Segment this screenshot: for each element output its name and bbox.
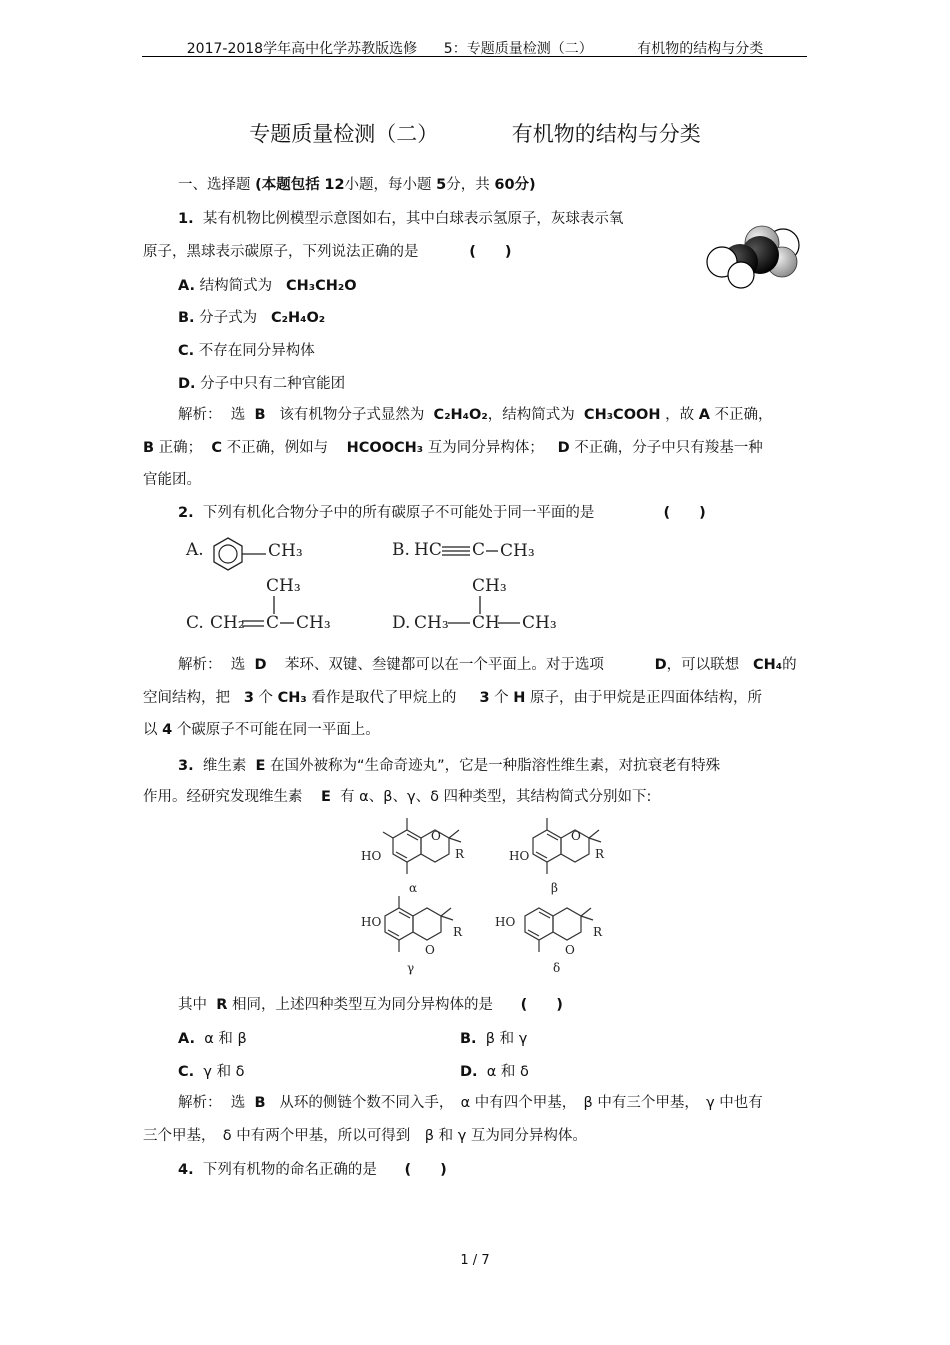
ch3-label: CH₃: [266, 576, 301, 596]
analysis-text: 官能团。: [143, 472, 201, 488]
analysis-pick: 选: [230, 407, 246, 423]
q3-answer-blank: ( ): [520, 997, 563, 1013]
r-label: R: [455, 847, 465, 861]
q2-line: [178, 501, 706, 522]
analysis-letter: D: [654, 657, 667, 673]
section-points-total: 60: [494, 177, 515, 193]
analysis-letter: C: [211, 440, 223, 456]
option-text: 分子中只有二种官能团: [200, 376, 346, 392]
q1-analysis-1: [178, 403, 773, 424]
analysis-text: 个碳原子不可能在同一平面上。: [176, 722, 380, 738]
analysis-formula: CH₃: [277, 690, 307, 706]
analysis-formula: CH₃COOH: [583, 407, 661, 423]
option-text: γ 和 δ: [203, 1064, 245, 1080]
analysis-answer: B: [254, 1095, 266, 1111]
analysis-text: 的: [782, 657, 797, 673]
alpha-label: α: [409, 881, 418, 895]
option-label: C.: [178, 1064, 195, 1080]
q1-text-1: 某有机物比例模型示意图如右，其中白球表示氢原子，灰球表示氧: [202, 211, 624, 227]
analysis-pick: 选: [230, 1095, 246, 1111]
q1-option-d: [178, 372, 345, 393]
title-left: 专题质量检测（二）: [249, 122, 439, 146]
section-num-q: 12: [324, 177, 345, 193]
c-label: C: [472, 540, 486, 560]
q1-text-2: 原子，黑球表示碳原子，下列说法正确的是: [143, 244, 419, 260]
q2-option-b-label: B.: [392, 540, 410, 560]
ho-label: HO: [509, 849, 530, 863]
o-label: O: [425, 943, 435, 957]
section-detail-c: 分，共: [446, 177, 490, 193]
q3-line1: [178, 754, 720, 775]
section-label: 一、选择题: [178, 177, 251, 193]
q2-answer-blank: ( ): [663, 505, 706, 521]
ch2-label: CH₂: [210, 613, 245, 633]
option-text: 分子式为: [199, 310, 258, 326]
q3-option-a: [178, 1027, 247, 1048]
q3-text: 维生素: [202, 758, 247, 774]
section-detail-d: 分): [514, 177, 536, 193]
analysis-letter: H: [513, 690, 526, 706]
alpha-structure: [383, 818, 461, 874]
q2-option-c-label: C.: [186, 613, 204, 633]
analysis-text: 该有机物分子式显然为: [279, 407, 425, 423]
analysis-formula: CH₄: [753, 657, 783, 673]
q3-analysis-2: [143, 1124, 587, 1145]
analysis-letter: A: [698, 407, 710, 423]
ch3-label: CH₃: [472, 576, 507, 596]
o-label: O: [431, 829, 441, 843]
q1-option-a: [178, 274, 357, 295]
ch3-label: CH₃: [500, 541, 535, 561]
header-right: 5：专题质量检测（二）: [443, 41, 593, 57]
gamma-label: γ: [407, 961, 415, 975]
section-heading: [178, 173, 536, 194]
vitamin-e-structures-figure: [355, 810, 615, 980]
q3-number: 3.: [178, 758, 194, 774]
q2-option-a-label: A.: [186, 540, 204, 560]
delta-structure: [525, 908, 593, 952]
analysis-text: 原子，由于甲烷是正四面体结构，所: [530, 690, 762, 706]
ho-label: HO: [361, 849, 382, 863]
aromatic-circle: [219, 545, 237, 563]
option-label: A.: [178, 278, 195, 294]
page-title: [0, 118, 950, 148]
q3-text: 相同，上述四种类型互为同分异构体的是: [232, 997, 493, 1013]
analysis-number: 3: [243, 690, 254, 706]
analysis-formula: HCOOCH₃: [346, 440, 424, 456]
q1-option-b: [178, 306, 325, 327]
analysis-prefix: 解析：: [178, 657, 222, 673]
q4-text: 下列有机物的命名正确的是: [202, 1162, 377, 1178]
option-text: α 和 β: [204, 1031, 247, 1047]
analysis-number: 4: [162, 722, 173, 738]
page-number: 1 / 7: [460, 1253, 490, 1268]
option-label: C.: [178, 343, 195, 359]
option-formula: CH₃CH₂O: [285, 278, 357, 294]
ch-label: CH: [472, 613, 500, 633]
ho-label: HO: [495, 915, 516, 929]
option-formula: C₂H₄O₂: [271, 310, 326, 326]
analysis-answer: D: [254, 657, 267, 673]
ch3-label: CH₃: [414, 613, 449, 633]
q2-number: 2.: [178, 505, 194, 521]
hydrogen-atom: [728, 262, 754, 288]
ho-label: HO: [361, 915, 382, 929]
option-label: B.: [178, 310, 195, 326]
analysis-text: 正确；: [158, 440, 203, 456]
analysis-answer: B: [254, 407, 266, 423]
q1-option-c: [178, 339, 315, 360]
q2-option-d-label: D.: [392, 613, 411, 633]
q3-text: 有 α、β、γ、δ 四种类型，其结构简式分别如下:: [340, 789, 652, 805]
q3-analysis-1: [178, 1091, 763, 1112]
analysis-text: 不正确，: [714, 407, 773, 423]
molecule-model-figure: [700, 215, 810, 295]
q3-question: [178, 993, 563, 1014]
option-label: B.: [460, 1031, 477, 1047]
q1-analysis-2: [143, 436, 763, 457]
q4-line: [178, 1158, 447, 1179]
beta-label: β: [551, 881, 558, 895]
option-text: 结构简式为: [199, 278, 273, 294]
q3-line2: [143, 785, 651, 806]
q1-line2: [143, 240, 511, 261]
q3-text: 其中: [178, 997, 207, 1013]
analysis-text: ，故: [665, 407, 695, 423]
analysis-text: 三个甲基， δ 中有两个甲基，所以可得到 β 和 γ 互为同分异构体。: [143, 1128, 587, 1144]
header-subject: 有机物的结构与分类: [637, 41, 764, 57]
option-text: 不存在同分异构体: [198, 343, 315, 359]
analysis-text: 个: [258, 690, 274, 706]
q1-answer-blank: ( ): [469, 244, 512, 260]
analysis-formula: C₂H₄O₂: [433, 407, 488, 423]
analysis-text: ，结构简式为: [487, 407, 575, 423]
option-label: D.: [178, 376, 196, 392]
o-label: O: [565, 943, 575, 957]
q2-analysis-3: [143, 718, 380, 739]
analysis-prefix: 解析：: [178, 407, 222, 423]
q3-option-d: [460, 1060, 529, 1081]
analysis-text: 不正确，例如与: [226, 440, 329, 456]
q4-number: 4.: [178, 1162, 194, 1178]
analysis-text: 空间结构，把: [143, 690, 230, 706]
c-label: C: [266, 613, 280, 633]
beta-structure: [533, 818, 601, 874]
hc-label: HC: [414, 540, 442, 560]
analysis-text: 从环的侧链个数不同入手， α 中有四个甲基， β 中有三个甲基， γ 中也有: [279, 1095, 763, 1111]
q1-line1: [178, 207, 623, 228]
q3-letter: E: [320, 789, 331, 805]
q2-analysis-2: [143, 686, 762, 707]
r-label: R: [453, 925, 463, 939]
benzene-ring: [214, 538, 242, 570]
ch3-label: CH₃: [268, 541, 303, 561]
q3-text: 在国外被称为“生命奇迹丸”，它是一种脂溶性维生素，对抗衰老有特殊: [270, 758, 721, 774]
option-text: β 和 γ: [485, 1031, 528, 1047]
header-rule: [142, 56, 807, 57]
r-label: R: [593, 925, 603, 939]
analysis-text: 苯环、双键、叁键都可以在一个平面上。对于选项: [284, 657, 604, 673]
title-right: 有机物的结构与分类: [511, 122, 701, 146]
q3-option-c: [178, 1060, 245, 1081]
gamma-structure: [385, 896, 453, 952]
q3-text: 作用。经研究发现维生素: [143, 789, 303, 805]
analysis-text: ，可以联想: [666, 657, 740, 673]
analysis-text: 个: [494, 690, 509, 706]
q1-analysis-3: [143, 468, 201, 489]
section-detail-a: (本题包括: [255, 177, 320, 193]
header-left: 2017-2018学年高中化学苏教版选修: [186, 41, 418, 57]
section-detail-b: 小题，每小题: [344, 177, 432, 193]
section-points-each: 5: [436, 177, 447, 193]
q2-structures-figure: [180, 528, 560, 638]
delta-label: δ: [553, 961, 561, 975]
analysis-text: 看作是取代了甲烷上的: [311, 690, 457, 706]
q2-text: 下列有机化合物分子中的所有碳原子不可能处于同一平面的是: [202, 505, 595, 521]
analysis-text: 不正确，分子中只有羧基一种: [574, 440, 763, 456]
analysis-text: 互为同分异构体；: [427, 440, 544, 456]
r-label: R: [595, 847, 605, 861]
ch3-label: CH₃: [522, 613, 557, 633]
page-header: [0, 38, 950, 58]
q3-option-b: [460, 1027, 527, 1048]
q1-number: 1.: [178, 211, 194, 227]
analysis-letter: B: [143, 440, 155, 456]
q3-letter: E: [255, 758, 266, 774]
analysis-pick: 选: [230, 657, 246, 673]
q4-answer-blank: ( ): [404, 1162, 447, 1178]
q2-analysis-1: [178, 653, 797, 674]
analysis-number: 3: [479, 690, 490, 706]
q3-letter: R: [216, 997, 228, 1013]
option-label: D.: [460, 1064, 478, 1080]
analysis-text: 以: [143, 722, 158, 738]
option-text: α 和 δ: [486, 1064, 529, 1080]
analysis-prefix: 解析：: [178, 1095, 222, 1111]
ch3-label: CH₃: [296, 613, 331, 633]
option-label: A.: [178, 1031, 195, 1047]
analysis-letter: D: [557, 440, 570, 456]
o-label: O: [571, 829, 581, 843]
